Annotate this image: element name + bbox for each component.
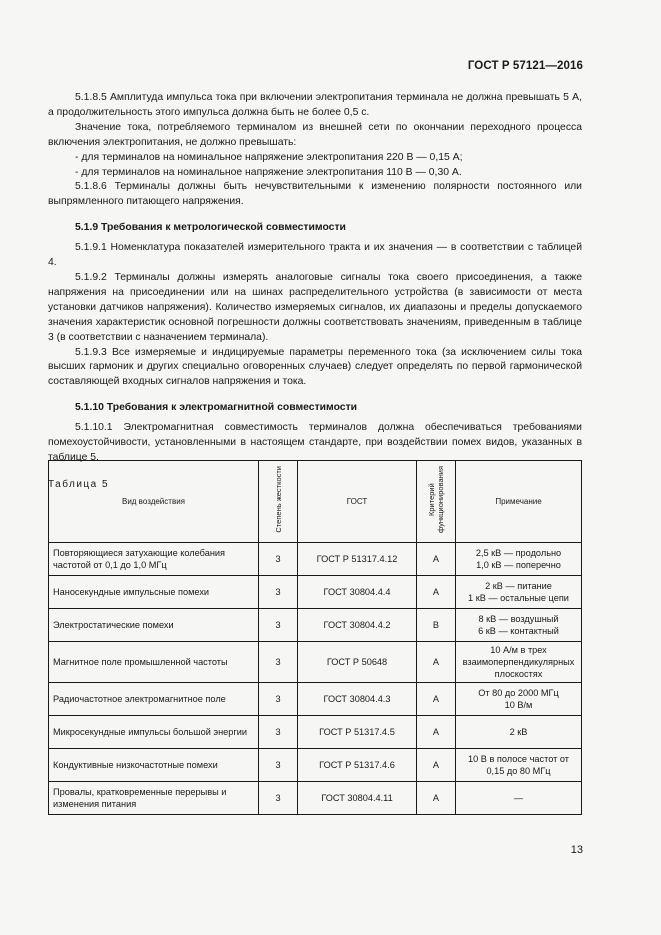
table-row — [49, 749, 582, 782]
table-row — [49, 576, 582, 609]
section-heading-5-1-10: 5.1.10 Требования к электромагнитной совместимости — [75, 402, 358, 414]
table-header-row — [49, 461, 582, 543]
cell-note: 2,5 кВ — продольно 1,0 кВ — поперечно — [456, 543, 582, 576]
paragraph-5-1-9-1: 5.1.9.1 Номенклатура показателей измерительного тракта и их значения — в соответствии с таблицей 4. — [48, 242, 582, 269]
list-item: - для терминалов на номинальное напряжение электропитания 220 В — 0,15 А; — [75, 151, 463, 163]
cell-gost: ГОСТ Р 50648 — [298, 642, 417, 683]
paragraph-5-1-8-6: 5.1.8.6 Терминалы должны быть нечувствительными к изменению полярности постоянного или выпрямленного питающего напряжения. — [48, 181, 582, 208]
cell-note: 10 В в полосе частот от 0,15 до 80 МГц — [456, 749, 582, 782]
cell-note: От 80 до 2000 МГц 10 В/м — [456, 683, 582, 716]
table-row — [49, 642, 582, 683]
cell-severity: 3 — [259, 683, 298, 716]
cell-severity: 3 — [259, 642, 298, 683]
cell-severity: 3 — [259, 609, 298, 642]
cell-impact: Магнитное поле промышленной частоты — [49, 642, 259, 683]
cell-note: 2 кВ — питание 1 кВ — остальные цепи — [456, 576, 582, 609]
table-row — [49, 716, 582, 749]
body-text — [48, 91, 582, 497]
cell-criterion: А — [417, 749, 456, 782]
paragraph-5-1-8-5: 5.1.8.5 Амплитуда импульса тока при включении электропитания терминала не должна превышать 5 А, а продолжительность этого импульса должна быть не более 0,5 с. — [48, 92, 582, 118]
cell-impact: Микросекундные импульсы большой энергии — [49, 716, 259, 749]
paragraph-current-value: Значение тока, потребляемого терминалом из внешней сети по окончании переходного процесса включения электропитания, не должно превышать: — [48, 121, 582, 148]
header-criterion: Критерий функционирования — [417, 461, 456, 543]
table-row — [49, 782, 582, 815]
cell-gost: ГОСТ 30804.4.3 — [298, 683, 417, 716]
cell-impact: Радиочастотное электромагнитное поле — [49, 683, 259, 716]
cell-note: 8 кВ — воздушный 6 кВ — контактный — [456, 609, 582, 642]
table-caption: Таблица 5 — [48, 478, 110, 490]
cell-note: 2 кВ — [456, 716, 582, 749]
page-number: 13 — [570, 844, 583, 856]
cell-gost: ГОСТ 30804.4.4 — [298, 576, 417, 609]
cell-criterion: А — [417, 782, 456, 815]
table-row — [49, 683, 582, 716]
cell-criterion: А — [417, 716, 456, 749]
header-gost: ГОСТ — [298, 461, 417, 543]
cell-severity: 3 — [259, 543, 298, 576]
cell-severity: 3 — [259, 576, 298, 609]
table-row — [49, 609, 582, 642]
cell-gost: ГОСТ Р 51317.4.12 — [298, 543, 417, 576]
header-note: Примечание — [456, 461, 582, 543]
cell-criterion: А — [417, 642, 456, 683]
cell-criterion: А — [417, 543, 456, 576]
cell-impact: Повторяющиеся затухающие колебания частотой от 0,1 до 1,0 МГц — [49, 543, 259, 576]
cell-impact: Провалы, кратковременные перерывы и изменения питания — [49, 782, 259, 815]
cell-severity: 3 — [259, 782, 298, 815]
cell-severity: 3 — [259, 716, 298, 749]
cell-criterion: А — [417, 683, 456, 716]
paragraph-5-1-10-1: 5.1.10.1 Электромагнитная совместимость терминалов должна обеспечиваться требованиями помехоустойчивости, установленными в настоящем стандарте, при воздействии помех видов, указанных в таблице 5. — [48, 422, 582, 463]
cell-gost: ГОСТ Р 51317.4.6 — [298, 749, 417, 782]
cell-criterion: В — [417, 609, 456, 642]
cell-gost: ГОСТ Р 51317.4.5 — [298, 716, 417, 749]
header-impact-type: Вид воздействия — [49, 461, 259, 543]
cell-note: 10 А/м в трех взаимоперпендикулярных плоскостях — [456, 642, 582, 683]
paragraph-5-1-9-2: 5.1.9.2 Терминалы должны измерять аналоговые сигналы тока своего присоединения, а также напряжения на присоединении или на шинах распределительного устройства (в зависимости от места установки датчиков напряжения). Количество измеряемых сигналов, их диапазоны и пределы допускаемого значения характеристик основной погрешности должны соответствовать значениям, приведенным в таблице 3 (в соответствии с назначением терминала). — [48, 271, 582, 343]
cell-criterion: А — [417, 576, 456, 609]
cell-gost: ГОСТ 30804.4.11 — [298, 782, 417, 815]
cell-severity: 3 — [259, 749, 298, 782]
section-heading-5-1-9: 5.1.9 Требования к метрологической совместимости — [75, 222, 346, 234]
list-item: - для терминалов на номинальное напряжение электропитания 110 В — 0,30 А. — [75, 166, 462, 178]
cell-impact: Электростатические помехи — [49, 609, 259, 642]
table-5 — [48, 460, 582, 815]
header-severity: Степень жесткости — [259, 461, 298, 543]
cell-impact: Наносекундные импульсные помехи — [49, 576, 259, 609]
document-header: ГОСТ Р 57121—2016 — [467, 60, 583, 72]
cell-gost: ГОСТ 30804.4.2 — [298, 609, 417, 642]
table-row — [49, 543, 582, 576]
paragraph-5-1-9-3: 5.1.9.3 Все измеряемые и индицируемые параметры переменного тока (за исключением силы тока высших гармоник и других специально оговоренных случаев) следует определять по первой гармонической составляющей входных сигналов напряжения и тока. — [48, 346, 582, 388]
cell-note: — — [456, 782, 582, 815]
cell-impact: Кондуктивные низкочастотные помехи — [49, 749, 259, 782]
